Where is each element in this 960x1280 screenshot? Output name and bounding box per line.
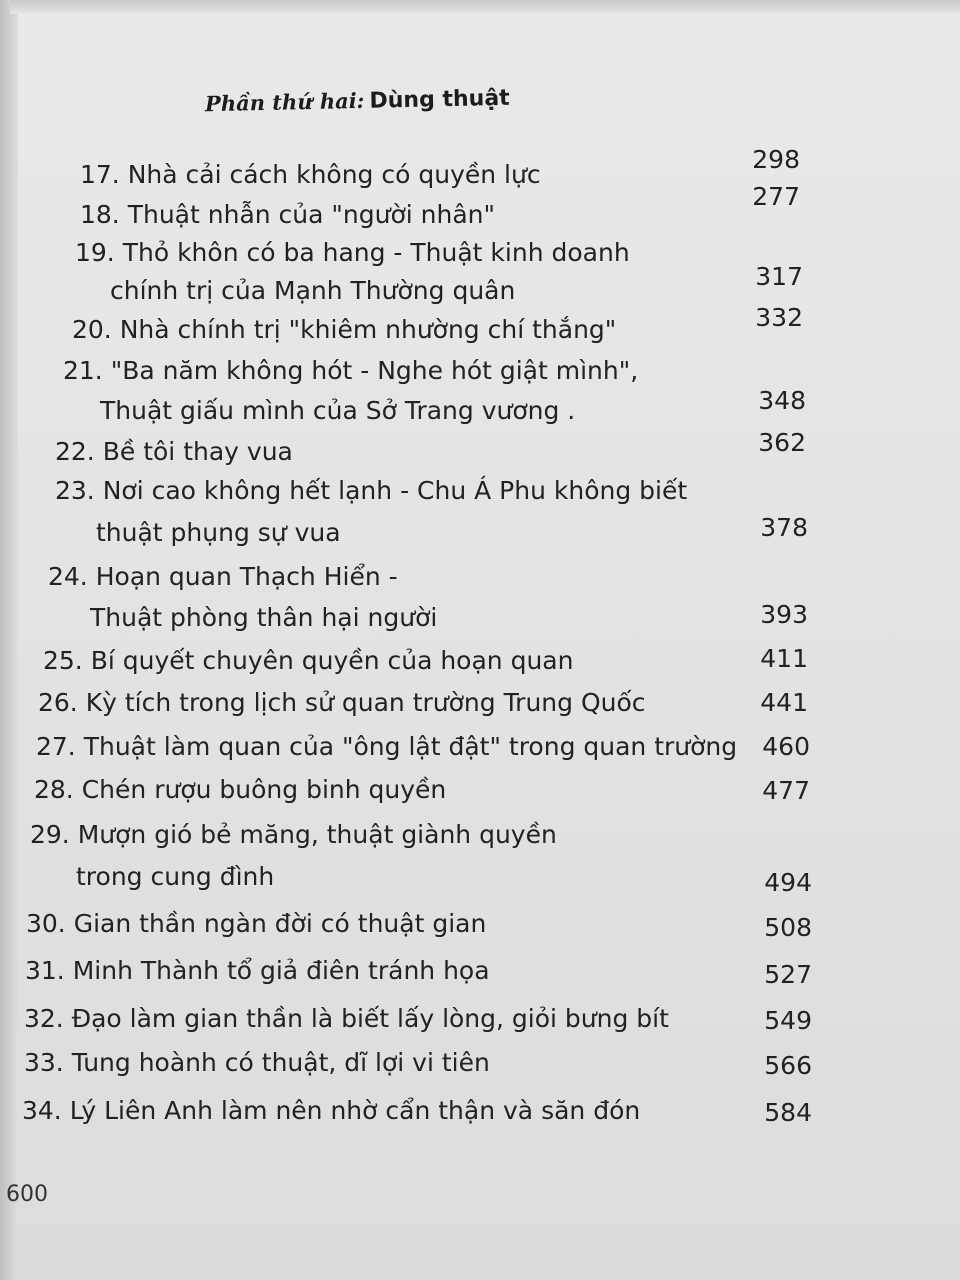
toc-entry-title	[48, 562, 398, 592]
toc-entry-text: Bề tôi thay vua	[102, 437, 293, 466]
toc-entry-page: 277	[752, 182, 800, 211]
toc-entry-page: 393	[760, 600, 808, 629]
toc-entry-text: Hoạn quan Thạch Hiển -	[95, 562, 398, 591]
toc-entry-page: 411	[760, 644, 808, 673]
toc-entry-page: 566	[764, 1051, 812, 1080]
toc-entry-number: 17.	[80, 160, 128, 189]
toc-entry-page: 508	[764, 913, 812, 942]
toc-entry-number: 34.	[22, 1096, 70, 1125]
toc-entry-number: 29.	[30, 820, 78, 849]
toc-entry-page: 549	[764, 1006, 812, 1035]
toc-entry-title-continuation: Thuật giấu mình của Sở Trang vương .	[100, 396, 576, 425]
toc-entry-page: 477	[762, 776, 810, 805]
toc-entry-title	[38, 688, 646, 718]
toc-entry-text: Chén rượu buông binh quyền	[81, 775, 447, 804]
toc-entry-number: 33.	[24, 1048, 72, 1077]
toc-entry-text: Mượn gió bẻ măng, thuật giành quyền	[77, 820, 557, 849]
toc-entry-number: 25.	[43, 646, 91, 675]
toc-entry-page: 460	[762, 732, 810, 761]
toc-entry-text: Thỏ khôn có ba hang - Thuật kinh doanh	[122, 238, 630, 267]
toc-entry-number: 31.	[25, 956, 73, 985]
toc-entry-title	[24, 1048, 490, 1078]
toc-entry-page: 332	[755, 303, 803, 332]
toc-entry-page: 298	[752, 145, 800, 174]
toc-entry-text: Lý Liên Anh làm nên nhờ cẩn thận và săn đón	[69, 1096, 641, 1125]
toc-entry-text: Nơi cao không hết lạnh - Chu Á Phu không biết	[102, 476, 688, 505]
toc-entry-number: 18.	[80, 200, 128, 229]
toc-entry-page: 494	[764, 868, 812, 897]
toc-entry-page: 527	[764, 960, 812, 989]
toc-entry-title	[22, 1096, 640, 1126]
toc-entry-page: 348	[758, 386, 806, 415]
toc-entry-page: 362	[758, 428, 806, 457]
toc-entry-number: 27.	[36, 732, 84, 761]
toc-entry-page: 584	[764, 1098, 812, 1127]
toc-entry-page: 441	[760, 688, 808, 717]
toc-entry-title	[34, 775, 446, 805]
toc-entry-title-continuation: Thuật phòng thân hại người	[90, 603, 438, 632]
toc-entry-text: Nhà chính trị "khiêm nhường chí thắng"	[119, 315, 617, 344]
toc-entry-number: 21.	[63, 356, 111, 385]
toc-entry-title	[30, 820, 557, 850]
toc-entry-title-continuation: trong cung đình	[76, 862, 275, 891]
toc-entry-text: Tung hoành có thuật, dĩ lợi vi tiên	[71, 1048, 490, 1077]
toc-entry-text: "Ba năm không hót - Nghe hót giật mình",	[110, 356, 639, 385]
toc-entry-text: Kỳ tích trong lịch sử quan trường Trung Quốc	[85, 688, 646, 717]
toc-entry-title	[80, 200, 495, 230]
toc-entry-title	[75, 238, 630, 268]
toc-entry-number: 20.	[72, 315, 120, 344]
toc-entry-page: 317	[755, 262, 803, 291]
toc-entry-title	[24, 1004, 669, 1034]
toc-entry-title	[26, 909, 486, 939]
toc-entry-number: 32.	[24, 1004, 72, 1033]
section-header-prefix: Phần thứ hai:	[204, 87, 365, 117]
page-number: 600	[6, 1182, 48, 1207]
toc-entry-number: 19.	[75, 238, 123, 267]
toc-entry-text: Minh Thành tổ giả điên tránh họa	[72, 956, 490, 985]
toc-entry-title-continuation: thuật phụng sự vua	[96, 518, 341, 547]
toc-entry-text: Bí quyết chuyên quyền của hoạn quan	[90, 646, 574, 675]
toc-entry-title	[63, 356, 638, 386]
toc-entry-text: Nhà cải cách không có quyền lực	[127, 160, 541, 189]
toc-entry-text: Đạo làm gian thần là biết lấy lòng, giỏi bưng bít	[71, 1004, 669, 1033]
toc-entry-number: 28.	[34, 775, 82, 804]
toc-entry-title	[43, 646, 573, 676]
toc-entry-number: 26.	[38, 688, 86, 717]
toc-entry-number: 24.	[48, 562, 96, 591]
toc-entry-title	[80, 160, 541, 190]
toc-entry-text: Thuật làm quan của "ông lật đật" trong quan trường	[83, 732, 738, 761]
toc-entry-title	[25, 956, 490, 986]
toc-entry-number: 30.	[26, 909, 74, 938]
toc-entry-number: 22.	[55, 437, 103, 466]
toc-entry-page: 378	[760, 513, 808, 542]
toc-entry-number: 23.	[55, 476, 103, 505]
toc-entry-title	[72, 315, 616, 345]
toc-entry-text: Thuật nhẫn của "người nhân"	[127, 200, 496, 229]
toc-entry-title	[55, 437, 293, 467]
toc-entry-text: Gian thần ngàn đời có thuật gian	[73, 909, 487, 938]
toc-entry-title	[55, 476, 687, 506]
toc-entry-title	[36, 732, 737, 762]
section-header-title: Dùng thuật	[369, 85, 510, 114]
toc-entry-title-continuation: chính trị của Mạnh Thường quân	[110, 276, 516, 305]
